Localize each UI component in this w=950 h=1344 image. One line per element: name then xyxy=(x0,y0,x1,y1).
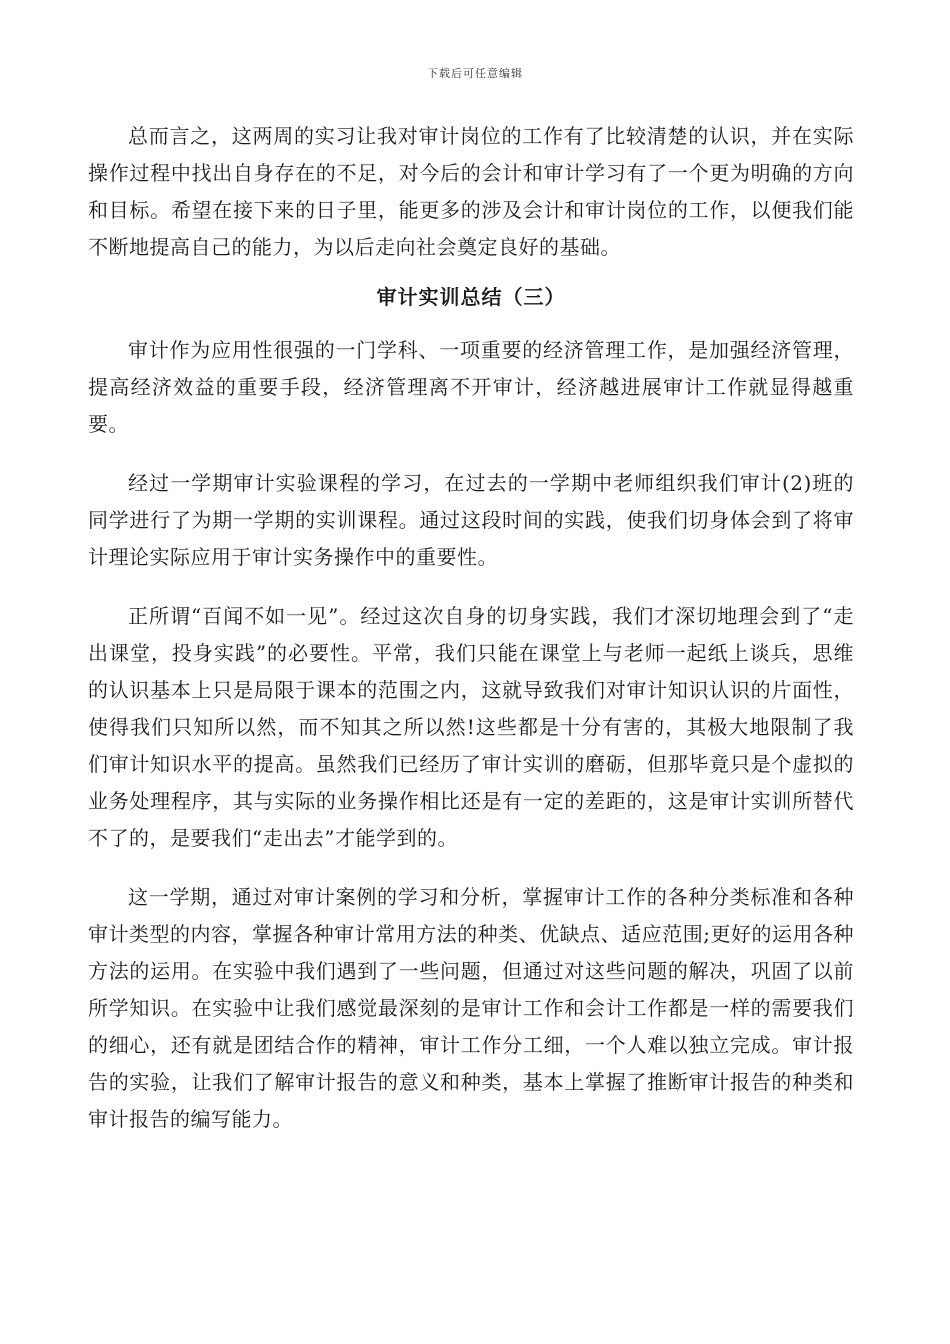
paragraph-1: 审计作为应用性很强的一门学科、一项重要的经济管理工作，是加强经济管理，提高经济效益的重要手段，经济管理离不开审计，经济越进展审计工作就显得越重要。 xyxy=(88,338,854,436)
paragraph-3: 正所谓“百闻不如一见”。经过这次自身的切身实践，我们才深切地理会到了“走出课堂，投身实践”的必要性。平常，我们只能在课堂上与老师一起纸上谈兵，思维的认识基本上只是局限于课本的范围之内，这就导致我们对审计知识认识的片面性，使得我们只知所以然，而不知其之所以然!这些都是十分有害的，其极大地限制了我们审计知识水平的提高。虽然我们已经历了审计实训的磨砺，但那毕竟只是个虚拟的业务处理程序，其与实际的业务操作相比还是有一定的差距的，这是审计实训所替代不了的，是要我们“走出去”才能学到的。 xyxy=(88,604,854,850)
paragraph-4: 这一学期，通过对审计案例的学习和分析，掌握审计工作的各种分类标准和各种审计类型的内容，掌握各种审计常用方法的种类、优缺点、适应范围;更好的运用各种方法的运用。在实验中我们遇到了一些问题，但通过对这些问题的解决，巩固了以前所学知识。在实验中让我们感觉最深刻的是审计工作和会计工作都是一样的需要我们的细心，还有就是团结合作的精神，审计工作分工细，一个人难以独立完成。审计报告的实验，让我们了解审计报告的意义和种类，基本上掌握了推断审计报告的种类和审计报告的编写能力。 xyxy=(88,885,854,1131)
paragraph-conclusion: 总而言之，这两周的实习让我对审计岗位的工作有了比较清楚的认识，并在实际操作过程中找出自身存在的不足，对今后的会计和审计学习有了一个更为明确的方向和目标。希望在接下来的日子里，能更多的涉及会计和审计岗位的工作，以便我们能不断地提高自己的能力，为以后走向社会奠定良好的基础。 xyxy=(88,124,854,259)
document-body xyxy=(88,118,854,1138)
page-header: 下载后可任意编辑 xyxy=(427,67,523,80)
section-title: 审计实训总结（三） xyxy=(376,285,566,309)
paragraph-2: 经过一学期审计实验课程的学习，在过去的一学期中老师组织我们审计(2)班的同学进行了为期一学期的实训课程。通过这段时间的实践，使我们切身体会到了将审计理论实际应用于审计实务操作中的重要性。 xyxy=(88,471,854,569)
